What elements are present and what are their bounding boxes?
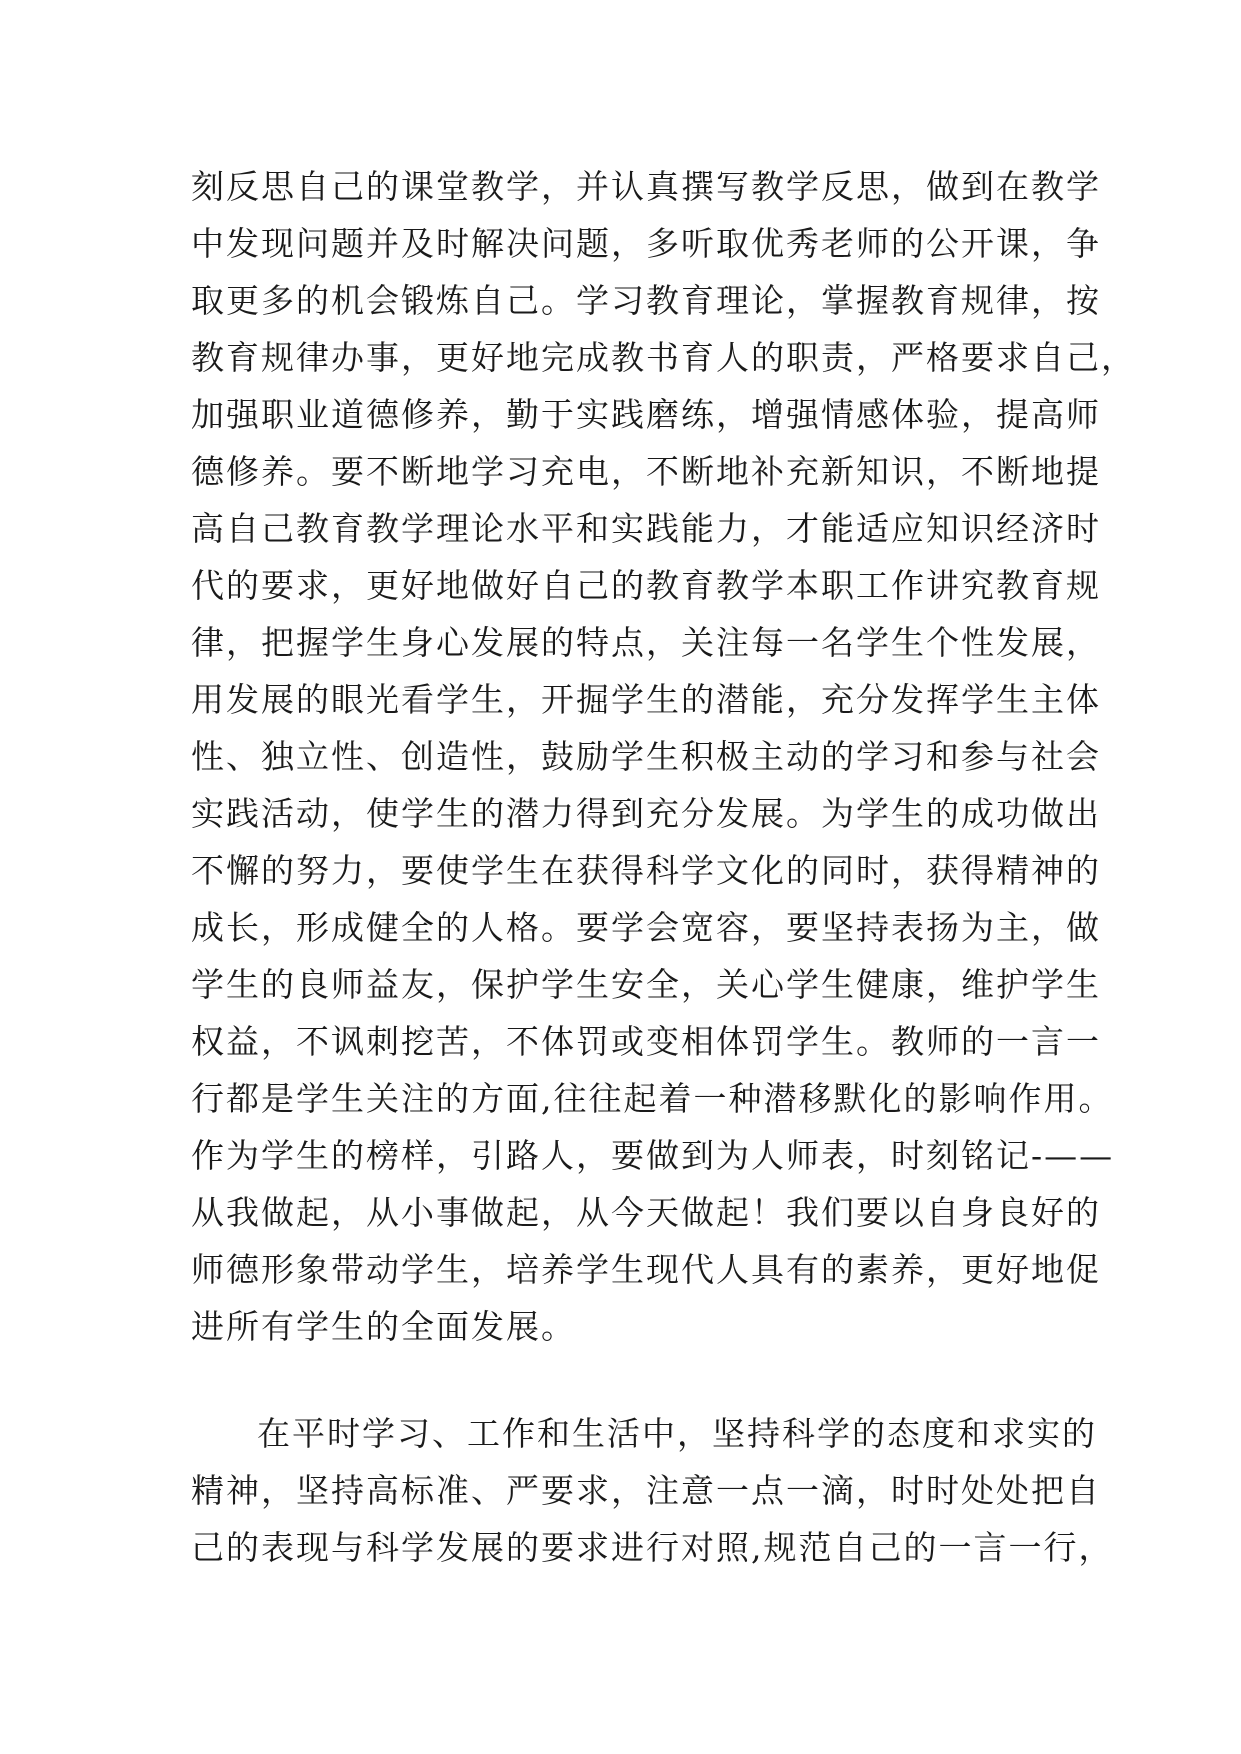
paragraph-line: 加强职业道德修养，勤于实践磨练，增强情感体验，提高师 (191, 395, 1101, 434)
paragraph-line: 用发展的眼光看学生，开掘学生的潜能，充分发挥学生主体 (191, 680, 1101, 719)
paragraph-line: 在平时学习、工作和生活中，坚持科学的态度和求实的 (257, 1414, 1097, 1453)
paragraph-line: 实践活动，使学生的潜力得到充分发展。为学生的成功做出 (191, 794, 1101, 833)
paragraph-line: 学生的良师益友，保护学生安全，关心学生健康，维护学生 (191, 965, 1101, 1004)
paragraph-line: 中发现问题并及时解决问题，多听取优秀老师的公开课，争 (191, 224, 1101, 263)
paragraph-line: 权益，不讽刺挖苦，不体罚或变相体罚学生。教师的一言一 (191, 1022, 1101, 1061)
paragraph-line: 取更多的机会锻炼自己。学习教育理论，掌握教育规律，按 (191, 281, 1101, 320)
paragraph-line: 律，把握学生身心发展的特点，关注每一名学生个性发展， (191, 623, 1101, 662)
paragraph-line: 德修养。要不断地学习充电，不断地补充新知识，不断地提 (191, 452, 1101, 491)
paragraph-line: 己的表现与科学发展的要求进行对照,规范自己的一言一行， (191, 1528, 1114, 1567)
paragraph-line: 行都是学生关注的方面,往往起着一种潜移默化的影响作用。 (191, 1079, 1114, 1118)
paragraph-line: 不懈的努力，要使学生在获得科学文化的同时，获得精神的 (191, 851, 1101, 890)
paragraph-line: 成长，形成健全的人格。要学会宽容，要坚持表扬为主，做 (191, 908, 1101, 947)
paragraph-line: 师德形象带动学生，培养学生现代人具有的素养，更好地促 (191, 1250, 1101, 1289)
paragraph-1 (191, 158, 1136, 1355)
paragraph-line: 教育规律办事，更好地完成教书育人的职责，严格要求自己， (191, 338, 1136, 377)
paragraph-line: 从我做起，从小事做起，从今天做起！我们要以自身良好的 (191, 1193, 1101, 1232)
paragraph-line: 性、独立性、创造性，鼓励学生积极主动的学习和参与社会 (191, 737, 1101, 776)
paragraph-line: 刻反思自己的课堂教学，并认真撰写教学反思，做到在教学 (191, 167, 1101, 206)
paragraph-line: 精神，坚持高标准、严要求，注意一点一滴，时时处处把自 (191, 1471, 1101, 1510)
paragraph-line: 代的要求，更好地做好自己的教育教学本职工作讲究教育规 (191, 566, 1101, 605)
paragraph-2 (191, 1405, 1114, 1576)
paragraph-line: 进所有学生的全面发展。 (191, 1307, 576, 1346)
paragraph-line: 作为学生的榜样，引路人，要做到为人师表，时刻铭记-—— (191, 1136, 1115, 1175)
paragraph-line: 高自己教育教学理论水平和实践能力，才能适应知识经济时 (191, 509, 1101, 548)
